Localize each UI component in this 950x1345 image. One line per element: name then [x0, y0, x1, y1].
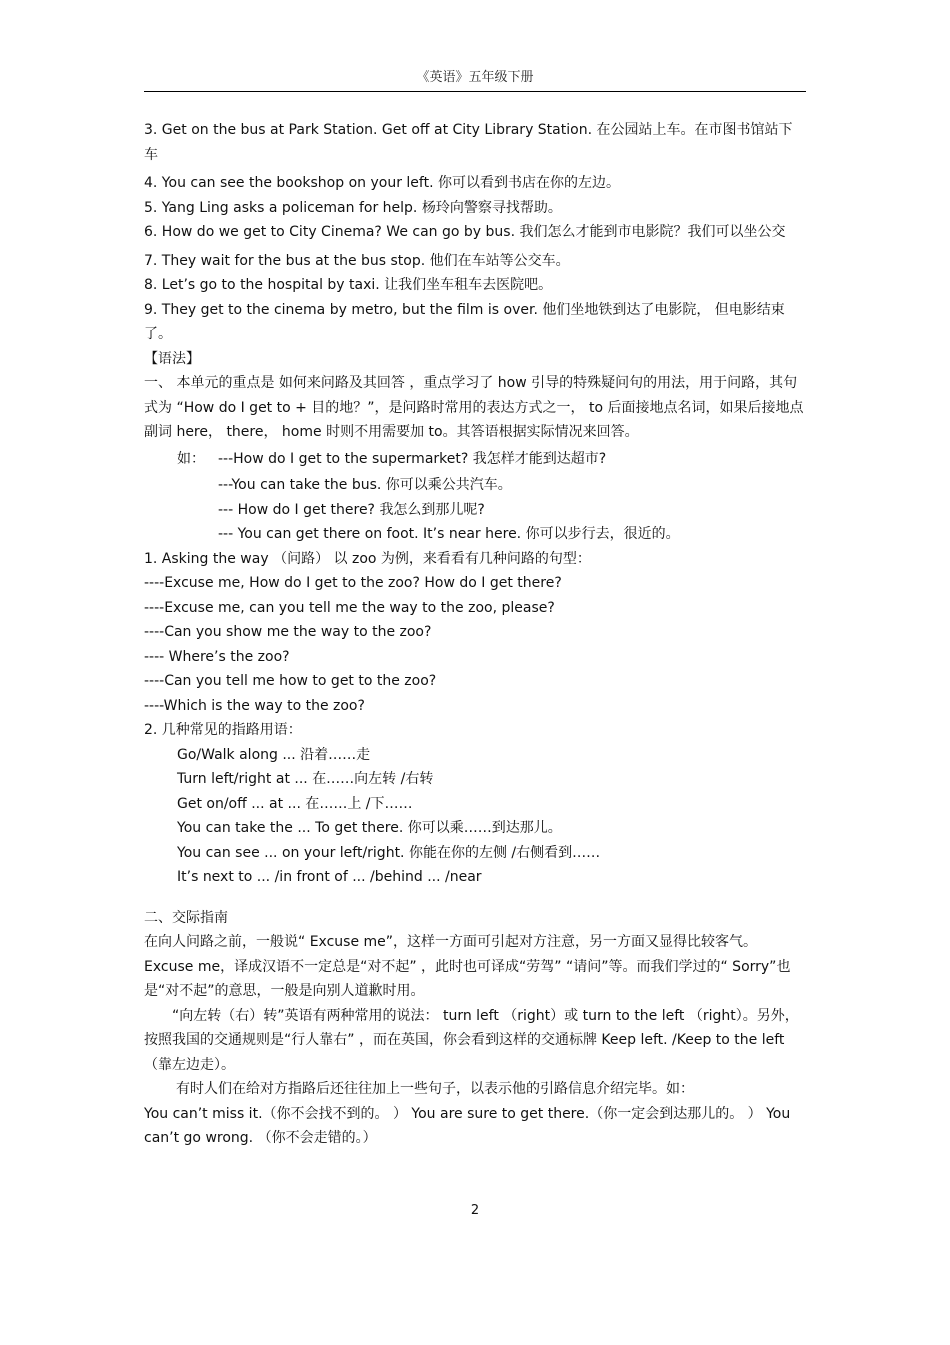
guide-heading: 二、交际指南	[144, 909, 228, 926]
sentence-8: 8. Let’s go to the hospital by taxi. 让我们坐车租车去医院吧。	[144, 277, 553, 293]
asking-line: ----Can you tell me how to get to the zoo?	[144, 673, 437, 689]
asking-line: ----Excuse me, How do I get to the zoo? How do I get there?	[144, 575, 562, 591]
direction-line: Go/Walk along ... 沿着……走	[177, 746, 371, 763]
asking-line: ----Which is the way to the zoo?	[144, 697, 365, 714]
example-line: --- How do I get there? 我怎么到那儿呢?	[218, 501, 485, 518]
asking-line: ----Excuse me, can you tell me the way to the zoo, please?	[144, 599, 555, 616]
guide-paragraph: You can’t miss it.（你不会找不到的。 ） You are sure to get there.（你一定会到达那儿的。 ） You can’t go wrong. （你不会走错的。）	[144, 1105, 791, 1146]
example-line: --- You can get there on foot. It’s near here. 你可以步行去，很近的。	[218, 526, 680, 542]
sentence-9: 9. They get to the cinema by metro, but the film is over. 他们坐地铁到达了电影院， 但电影结束了。	[144, 301, 785, 342]
sentence-7: 7. They wait for the bus at the bus stop. 他们在车站等公交车。	[144, 252, 570, 269]
grammar-intro: 一、 本单元的重点是 如何来问路及其回答 ，重点学习了 how 引导的特殊疑问句的用法，用于问路，其句式为 “How do I get to + 目的地？”，是问路时常用的表达方式之一， to 后面接地点名词，如果后接地点副词 here， there， home 时则不用需要加 to。其答语根据实际情况来回答。	[144, 375, 804, 440]
example-line: ---You can take the bus. 你可以乘公共汽车。	[218, 477, 512, 493]
example-label: 如：	[177, 450, 205, 467]
page-header: 《英语》五年级下册	[416, 70, 534, 85]
section-spacer	[144, 890, 806, 906]
asking-line: ---- Where’s the zoo?	[144, 648, 290, 665]
grammar-heading: 【语法】	[144, 350, 200, 367]
direction-line: It’s next to ... /in front of ... /behind ... /near	[177, 869, 482, 885]
asking-line: ----Can you show me the way to the zoo?	[144, 624, 432, 640]
page-number: 2	[470, 1203, 480, 1218]
example-row-1	[144, 447, 806, 472]
header-rule	[144, 91, 806, 92]
direction-line: Get on/off ... at ... 在……上 /下……	[177, 795, 413, 812]
directions-title: 2. 几种常见的指路用语：	[144, 722, 302, 738]
example-line: ---How do I get to the supermarket? 我怎样才能到达超市?	[218, 450, 607, 467]
sentence-3: 3. Get on the bus at Park Station. Get off at City Library Station. 在公园站上车。在市图书馆站下车	[144, 122, 793, 163]
sentence-6: 6. How do we get to City Cinema? We can go by bus. 我们怎么才能到市电影院？我们可以坐公交	[144, 224, 786, 240]
asking-way-title: 1. Asking the way （问路） 以 zoo 为例，来看看有几种问路的句型：	[144, 550, 591, 567]
guide-paragraph: 在向人问路之前，一般说“ Excuse me”，这样一方面可引起对方注意，另一方面又显得比较客气。 Excuse me，译成汉语不一定总是“对不起” ，此时也可译成“劳驾” “请问”等。而我们学过的“ Sorry”也是“对不起”的意思，一般是向别人道歉时用。	[144, 934, 791, 999]
direction-line: You can take the ... To get there. 你可以乘……到达那儿。	[177, 820, 562, 836]
sentence-5: 5. Yang Ling asks a policeman for help. 杨玲向警察寻找帮助。	[144, 199, 562, 216]
direction-line: You can see ... on your left/right. 你能在你的左侧 /右侧看到……	[177, 844, 601, 861]
direction-line: Turn left/right at ... 在……向左转 /右转	[177, 771, 434, 787]
sentence-4: 4. You can see the bookshop on your left. 你可以看到书店在你的左边。	[144, 175, 620, 191]
guide-paragraph: “向左转（右）转”英语有两种常用的说法： turn left （right）或 turn to the left （right）。另外，按照我国的交通规则是“行人靠右” ，而在英国，你会看到这样的交通标牌 Keep left. /Keep to the left （靠左边走）。	[144, 1007, 799, 1073]
guide-paragraph: 有时人们在给对方指路后还往往加上一些句子，以表示他的引路信息介绍完毕。如：	[176, 1081, 694, 1097]
document-body	[144, 118, 806, 1151]
